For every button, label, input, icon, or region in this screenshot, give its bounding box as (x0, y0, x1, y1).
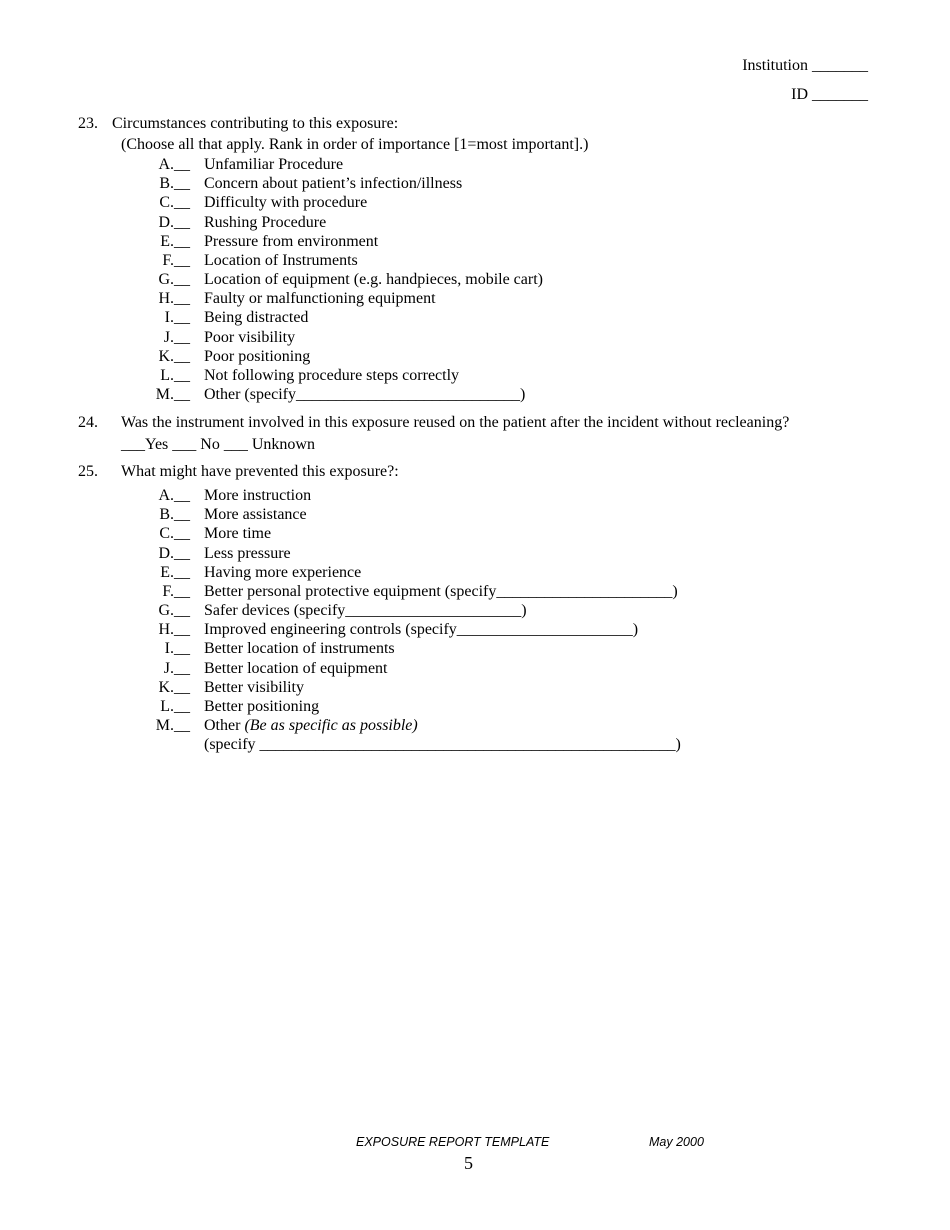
q25-number: 25. (78, 463, 98, 480)
option-letter[interactable]: I.__ (164, 309, 190, 327)
q24-answers[interactable]: ___Yes ___ No ___ Unknown (121, 436, 315, 453)
option-text: Improved engineering controls (specify______________________) (204, 621, 639, 639)
option-text: Difficulty with procedure (204, 194, 368, 212)
option-letter[interactable]: M.__ (155, 386, 190, 404)
q25-option-i[interactable] (0, 640, 950, 659)
option-text-plain: Other (204, 717, 245, 734)
footer-date: May 2000 (649, 1135, 704, 1149)
option-letter[interactable]: C.__ (159, 194, 190, 212)
option-letter[interactable]: M.__ (155, 717, 190, 734)
option-letter[interactable]: J.__ (163, 328, 190, 346)
option-text: Having more experience (204, 563, 362, 581)
option-letter[interactable]: L.__ (160, 697, 190, 715)
q25-option-a[interactable] (0, 487, 950, 506)
q23-option-b[interactable] (0, 175, 950, 194)
q23-option-c[interactable] (0, 194, 950, 213)
option-letter[interactable]: D.__ (158, 213, 190, 231)
q25-option-b[interactable] (0, 506, 950, 525)
q23-option-d[interactable] (0, 214, 950, 233)
institution-field[interactable]: Institution _______ (742, 57, 868, 74)
q25-option-m[interactable] (0, 717, 950, 736)
option-text: More time (204, 525, 272, 543)
q25-title: What might have prevented this exposure?: (121, 463, 399, 480)
option-letter[interactable]: E.__ (160, 563, 190, 581)
option-text: Not following procedure steps correctly (204, 366, 460, 384)
option-letter[interactable]: J.__ (163, 659, 190, 677)
option-text: Being distracted (204, 309, 309, 327)
option-letter[interactable]: F.__ (162, 251, 190, 269)
option-text: Location of equipment (e.g. handpieces, mobile cart) (204, 271, 543, 289)
option-letter[interactable]: C.__ (159, 525, 190, 543)
q23-title: Circumstances contributing to this exposure: (112, 115, 399, 132)
q23-option-m[interactable] (0, 386, 950, 405)
option-text: Location of Instruments (204, 251, 358, 269)
q23-number: 23. (78, 115, 98, 132)
option-text: Other (specify____________________________) (204, 386, 526, 404)
q23-option-l[interactable] (0, 367, 950, 386)
option-letter[interactable]: A.__ (158, 487, 190, 504)
page-number: 5 (464, 1153, 473, 1173)
q23-option-f[interactable] (0, 252, 950, 271)
option-text (204, 717, 418, 735)
option-letter[interactable]: H.__ (158, 621, 190, 639)
q25-option-e[interactable] (0, 564, 950, 583)
option-letter[interactable]: I.__ (164, 640, 190, 658)
option-text: More instruction (204, 487, 312, 504)
q25-option-d[interactable] (0, 545, 950, 564)
option-letter[interactable]: B.__ (159, 506, 190, 524)
q23-option-a[interactable] (0, 156, 950, 175)
option-letter[interactable]: L.__ (160, 366, 190, 384)
option-text: Better positioning (204, 697, 320, 715)
q25-option-l[interactable] (0, 698, 950, 717)
option-text: Better visibility (204, 678, 304, 696)
option-text: Better location of equipment (204, 659, 388, 677)
option-letter[interactable]: H.__ (158, 290, 190, 308)
q25-option-k[interactable] (0, 679, 950, 698)
option-text-italic: (Be as specific as possible) (244, 717, 418, 734)
footer-title: EXPOSURE REPORT TEMPLATE (356, 1135, 550, 1149)
option-letter[interactable]: G.__ (158, 271, 190, 289)
q23-option-i[interactable] (0, 309, 950, 328)
option-letter[interactable]: E.__ (160, 232, 190, 250)
q24-title: Was the instrument involved in this exposure reused on the patient after the incident without recleaning? (121, 414, 790, 431)
option-text: More assistance (204, 506, 307, 524)
option-letter[interactable]: K.__ (158, 347, 190, 365)
option-letter[interactable]: A.__ (158, 156, 190, 173)
option-letter[interactable]: D.__ (158, 544, 190, 562)
option-text: Faulty or malfunctioning equipment (204, 290, 436, 308)
q23-option-g[interactable] (0, 271, 950, 290)
option-text: Less pressure (204, 544, 291, 562)
q25-option-h[interactable] (0, 621, 950, 640)
option-text: Better location of instruments (204, 640, 395, 658)
q25-option-j[interactable] (0, 660, 950, 679)
q25-option-f[interactable] (0, 583, 950, 602)
q25-option-c[interactable] (0, 525, 950, 544)
option-text: Poor visibility (204, 328, 296, 346)
option-text: Pressure from environment (204, 232, 379, 250)
q25-option-g[interactable] (0, 602, 950, 621)
q23-option-e[interactable] (0, 233, 950, 252)
id-field[interactable]: ID _______ (791, 86, 868, 103)
option-text: Better personal protective equipment (specify______________________) (204, 582, 678, 600)
option-text: Unfamiliar Procedure (204, 156, 344, 173)
q25-specify-line[interactable]: (specify ____________________________________________________) (204, 736, 681, 753)
option-text: Concern about patient’s infection/illness (204, 175, 463, 193)
option-text: Poor positioning (204, 347, 311, 365)
option-letter[interactable]: F.__ (162, 582, 190, 600)
option-text: Rushing Procedure (204, 213, 327, 231)
q23-option-j[interactable] (0, 329, 950, 348)
q23-option-k[interactable] (0, 348, 950, 367)
option-letter[interactable]: B.__ (159, 175, 190, 193)
q24-number: 24. (78, 414, 98, 431)
option-text: Safer devices (specify______________________) (204, 602, 527, 620)
q23-option-h[interactable] (0, 290, 950, 309)
option-letter[interactable]: K.__ (158, 678, 190, 696)
option-letter[interactable]: G.__ (158, 602, 190, 620)
q23-instruction: (Choose all that apply. Rank in order of importance [1=most important].) (121, 136, 589, 153)
